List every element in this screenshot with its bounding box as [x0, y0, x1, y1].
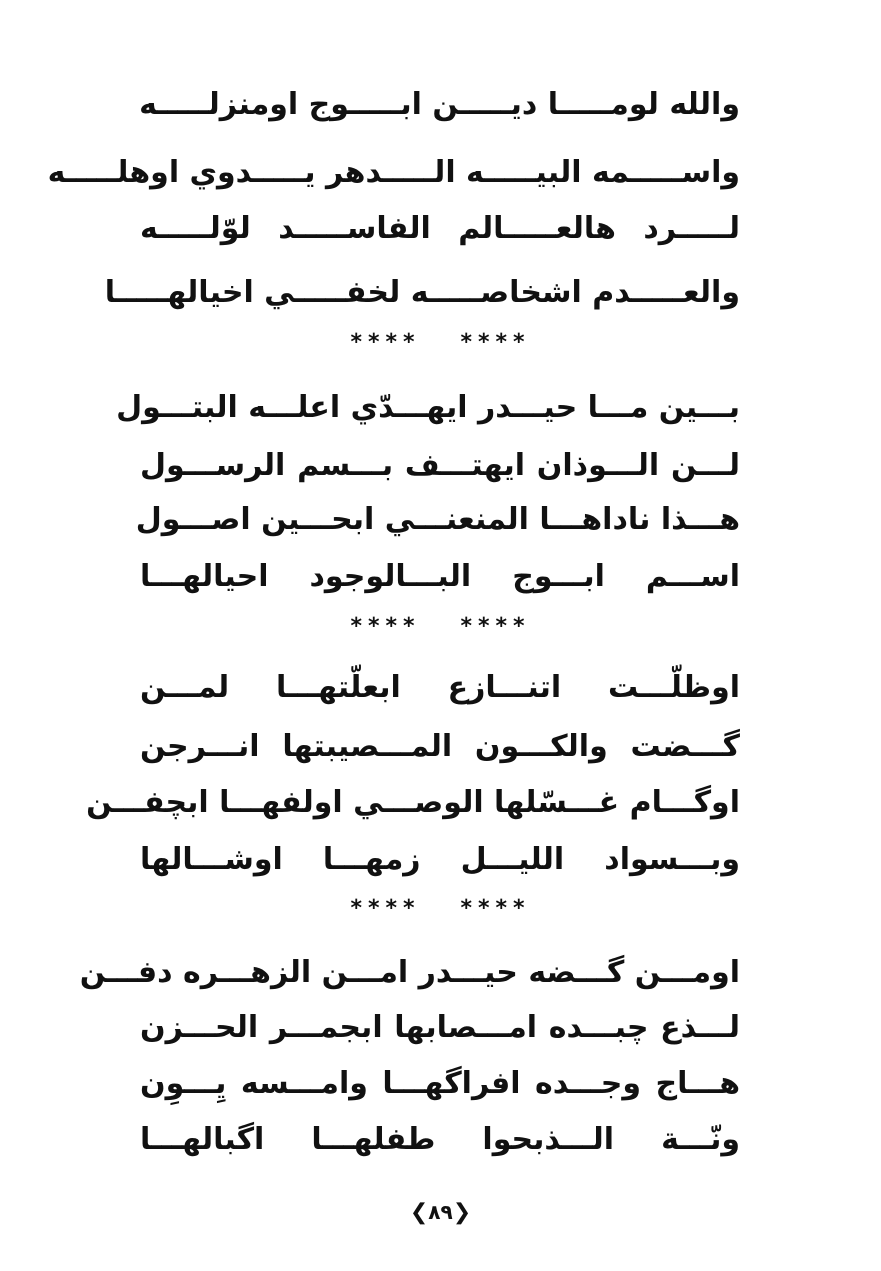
verse-line: والله لومـــــا ديـــــن ابـــــوج اومنزلـــــه: [139, 87, 740, 122]
separator-stars: ****: [350, 614, 421, 639]
separator-stars: ****: [350, 896, 421, 921]
verse-line: لـــــرد هالعـــــالم الفاســـــد لوّلـــــه: [140, 211, 740, 246]
verse-line: والعـــــدم اشخاصـــــه لخفـــــي اخيالهـــــا: [104, 275, 740, 310]
verse-line: ونّـــة الـــذبحوا طفلهـــا اگبالهـــا: [140, 1122, 740, 1157]
verse-line: وبـــسواد الليـــل زمهـــا اوشـــالها: [140, 842, 740, 877]
verse-line: اوگـــام غـــسّلها الوصـــي اولفهـــا ابچفـــن: [86, 785, 740, 820]
verse-line: لـــذع چبـــده امـــصابها ابجمـــر الحـــزن: [140, 1010, 740, 1045]
verse-line: بـــين مـــا حيـــدر ايهـــدّي اعلـــه البتـــول: [116, 390, 740, 425]
separator-stars: ****: [460, 614, 531, 639]
verse-line: هـــذا ناداهـــا المنعنـــي ابحـــين اصـــول: [135, 502, 740, 537]
verse-line: اوظلّـــت اتنـــازع ابعلّتهـــا لمـــن: [140, 670, 740, 705]
stanza-separator: [0, 328, 881, 358]
stanza-separator: [0, 894, 881, 924]
separator-stars: ****: [460, 330, 531, 355]
verse-line: گـــضت والكـــون المـــصيبتها انـــرجن: [140, 729, 740, 764]
verse-line: هـــاج وجـــده افراگهـــا وامـــسه يِـــوِن: [140, 1066, 740, 1101]
stanza-separator: [0, 612, 881, 642]
verse-line: لـــن الـــوذان ايهتـــف بـــسم الرســـول: [140, 448, 740, 483]
ornament-icon: ❯: [452, 1200, 472, 1225]
separator-stars: ****: [460, 896, 531, 921]
page-number-text: ٨٩: [428, 1200, 453, 1224]
verse-line: اســـم ابـــوج البـــالوجود احيالهـــا: [140, 559, 740, 594]
separator-stars: ****: [350, 330, 421, 355]
page-number: [0, 1192, 881, 1232]
ornament-icon: ❮: [409, 1200, 429, 1225]
verse-line: اومـــن گـــضه حيـــدر امـــن الزهـــره دفـــن: [79, 955, 740, 990]
verse-line: واســـــمه البيـــــه الـــــدهر يـــــدوي اوهلـــــه: [47, 155, 740, 190]
